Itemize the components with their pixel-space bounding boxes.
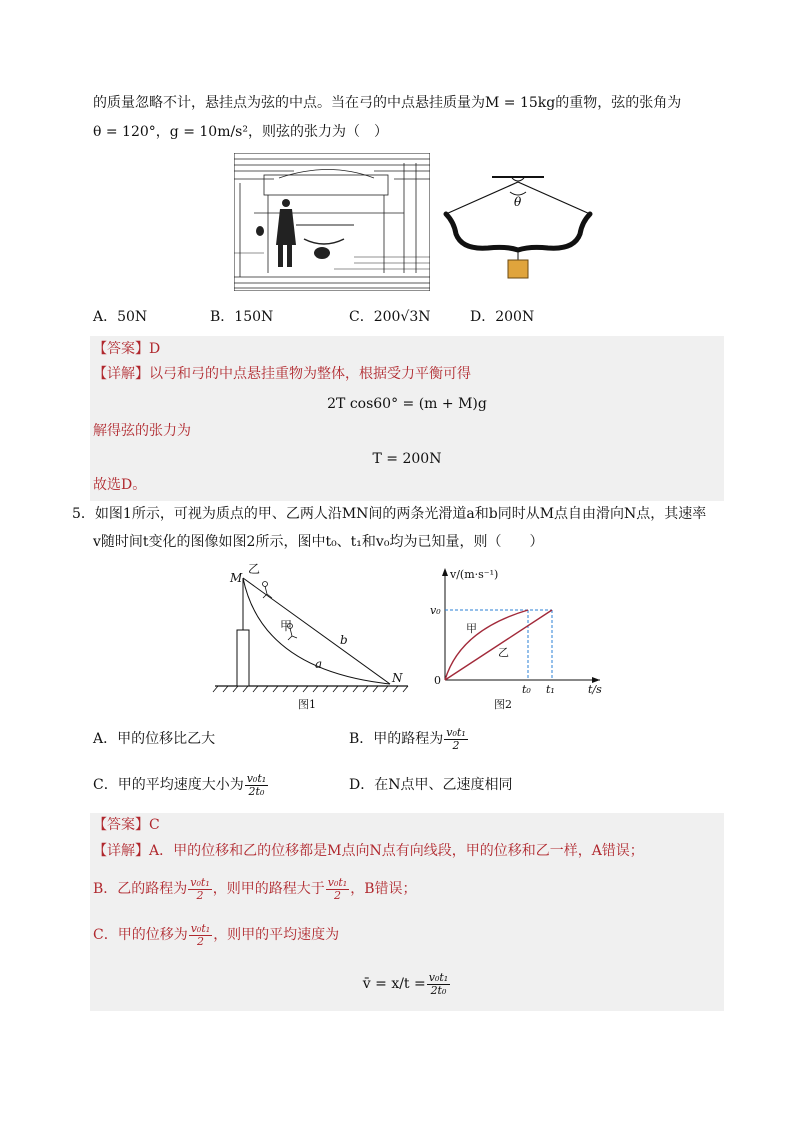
fraction-numerator: v₀t₁ bbox=[428, 970, 449, 984]
figure-2-caption: 图2 bbox=[494, 698, 512, 711]
q5-average-velocity-equation bbox=[90, 966, 724, 1002]
fraction-denominator: 2t₀ bbox=[248, 784, 265, 798]
q5-stem-line1: 5．如图1所示，可视为质点的甲、乙两人沿MN间的两条光滑道a和b同时从M点自由滑向N点，其速率 bbox=[72, 506, 707, 522]
answer-tag: 【答案】 bbox=[93, 817, 149, 833]
detail-b-text-1: B．乙的路程为 bbox=[93, 881, 188, 897]
detail-c-fraction bbox=[189, 923, 212, 948]
t0-tick-label: t₀ bbox=[522, 683, 531, 696]
q5-option-c bbox=[93, 768, 269, 802]
bow-diagram bbox=[432, 170, 602, 282]
ancient-archery-illustration bbox=[234, 153, 430, 291]
q4-detail-line bbox=[93, 364, 471, 384]
q5-option-d: D．在N点甲、乙速度相同 bbox=[349, 777, 513, 793]
yi-curve-label: 乙 bbox=[498, 646, 509, 659]
theta-label: θ bbox=[514, 195, 522, 209]
answer-value: C bbox=[149, 817, 160, 833]
jia-curve-label: 甲 bbox=[466, 622, 477, 635]
q5-stem-line2: v随时间t变化的图像如图2所示，图中t₀、t₁和v₀均为已知量，则（ ） bbox=[93, 534, 544, 550]
q4-option-b: B．150N bbox=[210, 309, 274, 325]
track-a-label: a bbox=[315, 657, 323, 671]
option-c-text: C．甲的平均速度大小为 bbox=[93, 777, 244, 793]
option-c-fraction bbox=[245, 773, 268, 798]
q4-answer-panel bbox=[90, 336, 724, 501]
answer-tag: 【答案】 bbox=[93, 341, 149, 357]
q5-answer-line bbox=[93, 815, 160, 835]
jia-label: 甲 bbox=[280, 619, 293, 633]
detail-b-fraction-2 bbox=[326, 877, 349, 902]
q4-option-d: D．200N bbox=[470, 309, 535, 325]
y-axis-label: v/(m·s⁻¹) bbox=[450, 568, 499, 581]
detail-b-fraction-1 bbox=[188, 877, 211, 902]
fraction-numerator: v₀t₁ bbox=[190, 875, 210, 889]
origin-label: 0 bbox=[434, 674, 441, 687]
q5-option-b bbox=[349, 724, 469, 754]
track-b-label: b bbox=[340, 633, 348, 647]
t1-tick-label: t₁ bbox=[546, 683, 555, 696]
fraction-numerator: v₀t₁ bbox=[190, 921, 211, 935]
fraction-denominator: 2 bbox=[196, 934, 204, 948]
q4-option-c: C．200√3N bbox=[349, 309, 431, 325]
x-axis-label: t/s bbox=[588, 683, 602, 696]
point-m-label: M bbox=[230, 571, 243, 585]
q5-detail-b bbox=[93, 872, 417, 906]
detail-tag: 【详解】 bbox=[93, 843, 149, 859]
q4-stem-line2: θ = 120°，g = 10m/s²，则弦的张力为（ ） bbox=[93, 124, 388, 140]
detail-c-text-1: C．甲的位移为 bbox=[93, 927, 188, 943]
point-n-label: N bbox=[392, 671, 403, 685]
fraction-numerator: v₀t₁ bbox=[446, 725, 466, 739]
q4-equation-2: T = 200N bbox=[372, 451, 442, 467]
detail-b-text-3: ，B错误； bbox=[350, 881, 417, 897]
figure-2-velocity-time-chart bbox=[420, 560, 610, 720]
detail-a-text: A．甲的位移和乙的位移都是M点向N点有向线段，甲的位移和乙一样，A错误； bbox=[149, 843, 644, 859]
q5-detail-a bbox=[93, 841, 644, 861]
detail-tag: 【详解】 bbox=[93, 366, 149, 382]
answer-value: D bbox=[149, 341, 161, 357]
q4-conclusion: 故选D。 bbox=[93, 477, 147, 493]
yi-velocity-line bbox=[445, 610, 552, 680]
fraction-numerator: v₀t₁ bbox=[327, 875, 348, 889]
detail-c-text-2: ，则甲的平均速度为 bbox=[213, 927, 340, 943]
option-b-fraction bbox=[444, 727, 467, 752]
equation-lhs: v̄ = x/t = bbox=[362, 976, 426, 992]
detail-b-text-2: ，则甲的路程大于 bbox=[212, 881, 325, 897]
q4-option-a: A．50N bbox=[93, 309, 148, 325]
q4-answer-line bbox=[93, 339, 160, 359]
q4-equation-1: 2T cos60° = (m + M)g bbox=[327, 396, 487, 412]
q5-option-a: A．甲的位移比乙大 bbox=[93, 731, 216, 747]
fraction-denominator: 2t₀ bbox=[430, 983, 447, 997]
fraction-denominator: 2 bbox=[452, 738, 460, 752]
v0-tick-label: v₀ bbox=[430, 604, 441, 617]
option-b-text: B．甲的路程为 bbox=[349, 731, 444, 747]
q4-stem-line1: 的质量忽略不计，悬挂点为弦的中点。当在弓的中点悬挂质量为M = 15kg的重物，弦的张角为 bbox=[93, 95, 682, 111]
fraction-denominator: 2 bbox=[334, 888, 341, 902]
figure-1-caption: 图1 bbox=[298, 698, 316, 711]
q5-detail-c bbox=[93, 918, 339, 952]
q4-step-2: 解得弦的张力为 bbox=[93, 423, 191, 439]
jia-velocity-curve bbox=[445, 610, 528, 680]
equation-fraction bbox=[427, 972, 450, 997]
fraction-denominator: 2 bbox=[196, 888, 204, 902]
fraction-numerator: v₀t₁ bbox=[246, 771, 267, 785]
figure-1-track-diagram bbox=[210, 560, 410, 720]
detail-text: 以弓和弓的中点悬挂重物为整体，根据受力平衡可得 bbox=[149, 366, 471, 382]
yi-label: 乙 bbox=[248, 562, 261, 576]
